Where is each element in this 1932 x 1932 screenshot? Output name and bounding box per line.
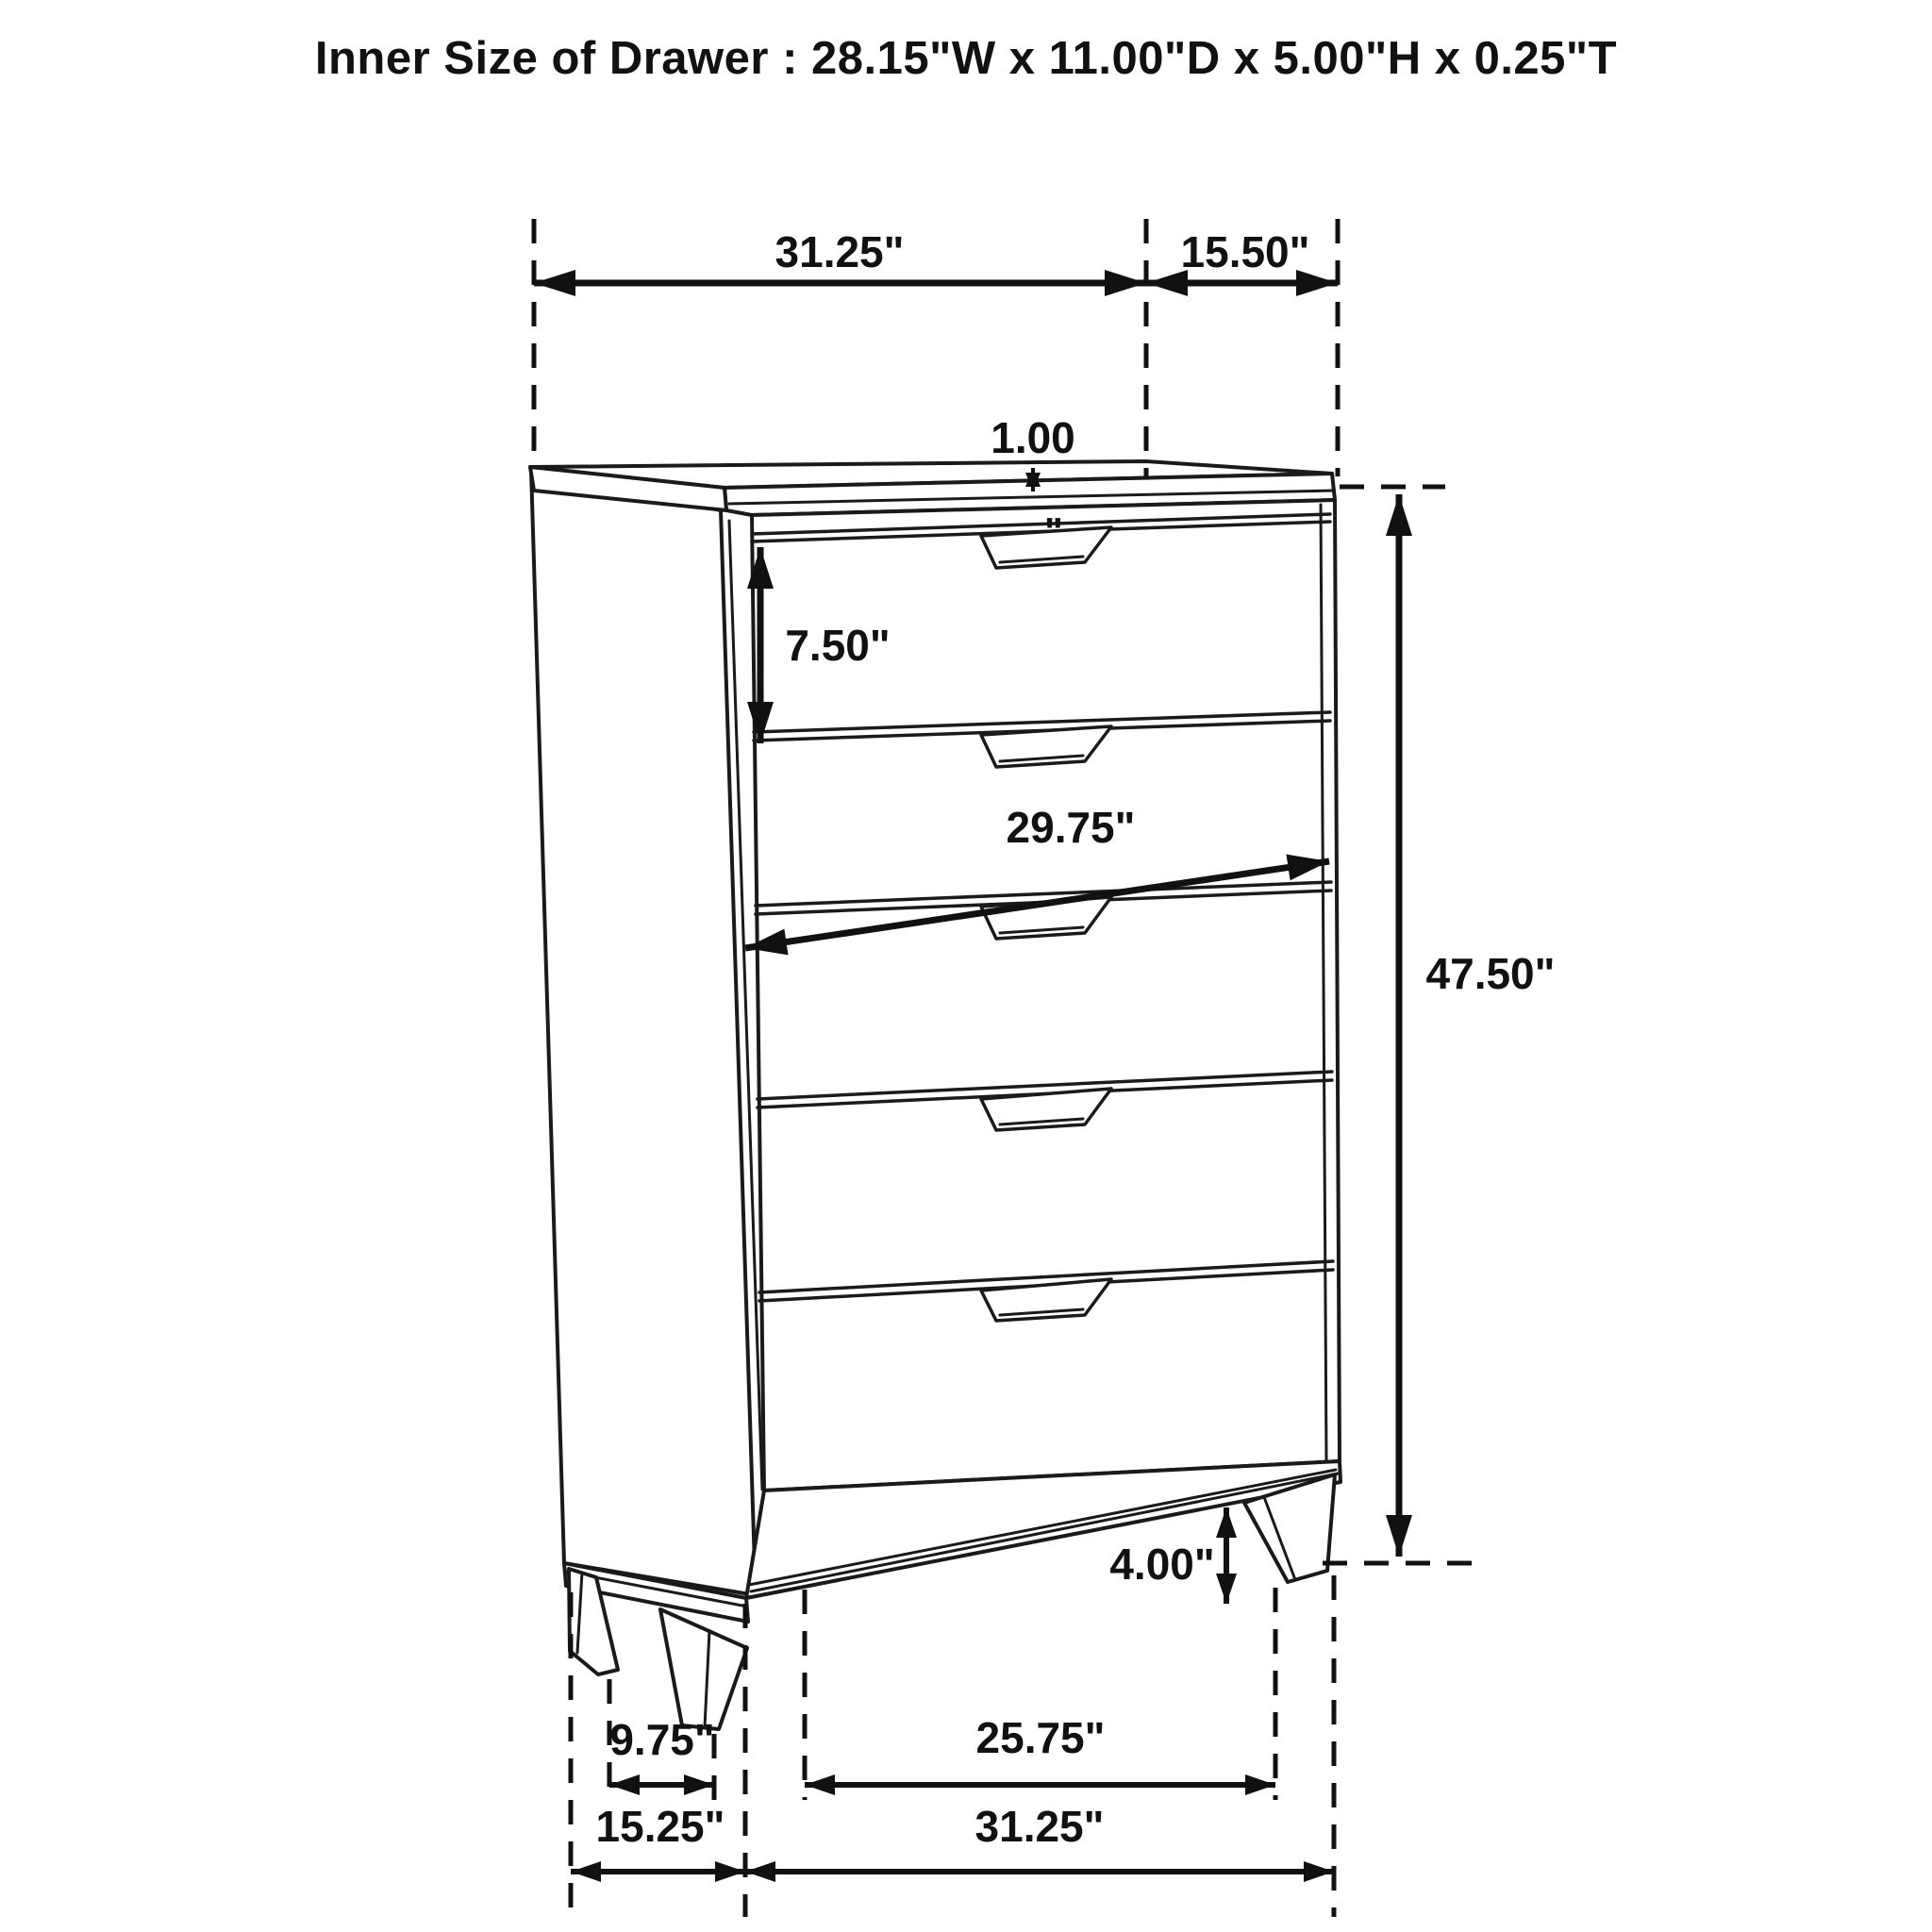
label-base-depth: 15.25" (595, 1802, 725, 1851)
label-drawer-height: 7.50" (785, 621, 891, 670)
label-top-thickness-inch-mark: " (1044, 509, 1063, 554)
label-leg-spacing-side: 9.75" (609, 1715, 715, 1764)
chest-side-panel (531, 469, 756, 1595)
chest-illustration (530, 461, 1341, 1729)
label-top-thickness: 1.00 (991, 413, 1075, 462)
label-top-depth: 15.50" (1180, 227, 1310, 276)
diagram-title: Inner Size of Drawer : 28.15"W x 11.00"D x 5.00"H x 0.25"T (314, 33, 1618, 84)
label-base-width: 31.25" (974, 1802, 1105, 1851)
label-leg-height: 4.00" (1109, 1540, 1215, 1589)
label-drawer-width: 29.75" (1006, 803, 1136, 852)
label-top-width: 31.25" (774, 227, 905, 276)
label-overall-height: 47.50" (1425, 949, 1556, 998)
label-leg-spacing-front: 25.75" (975, 1713, 1106, 1762)
leg-front-left (660, 1609, 747, 1729)
